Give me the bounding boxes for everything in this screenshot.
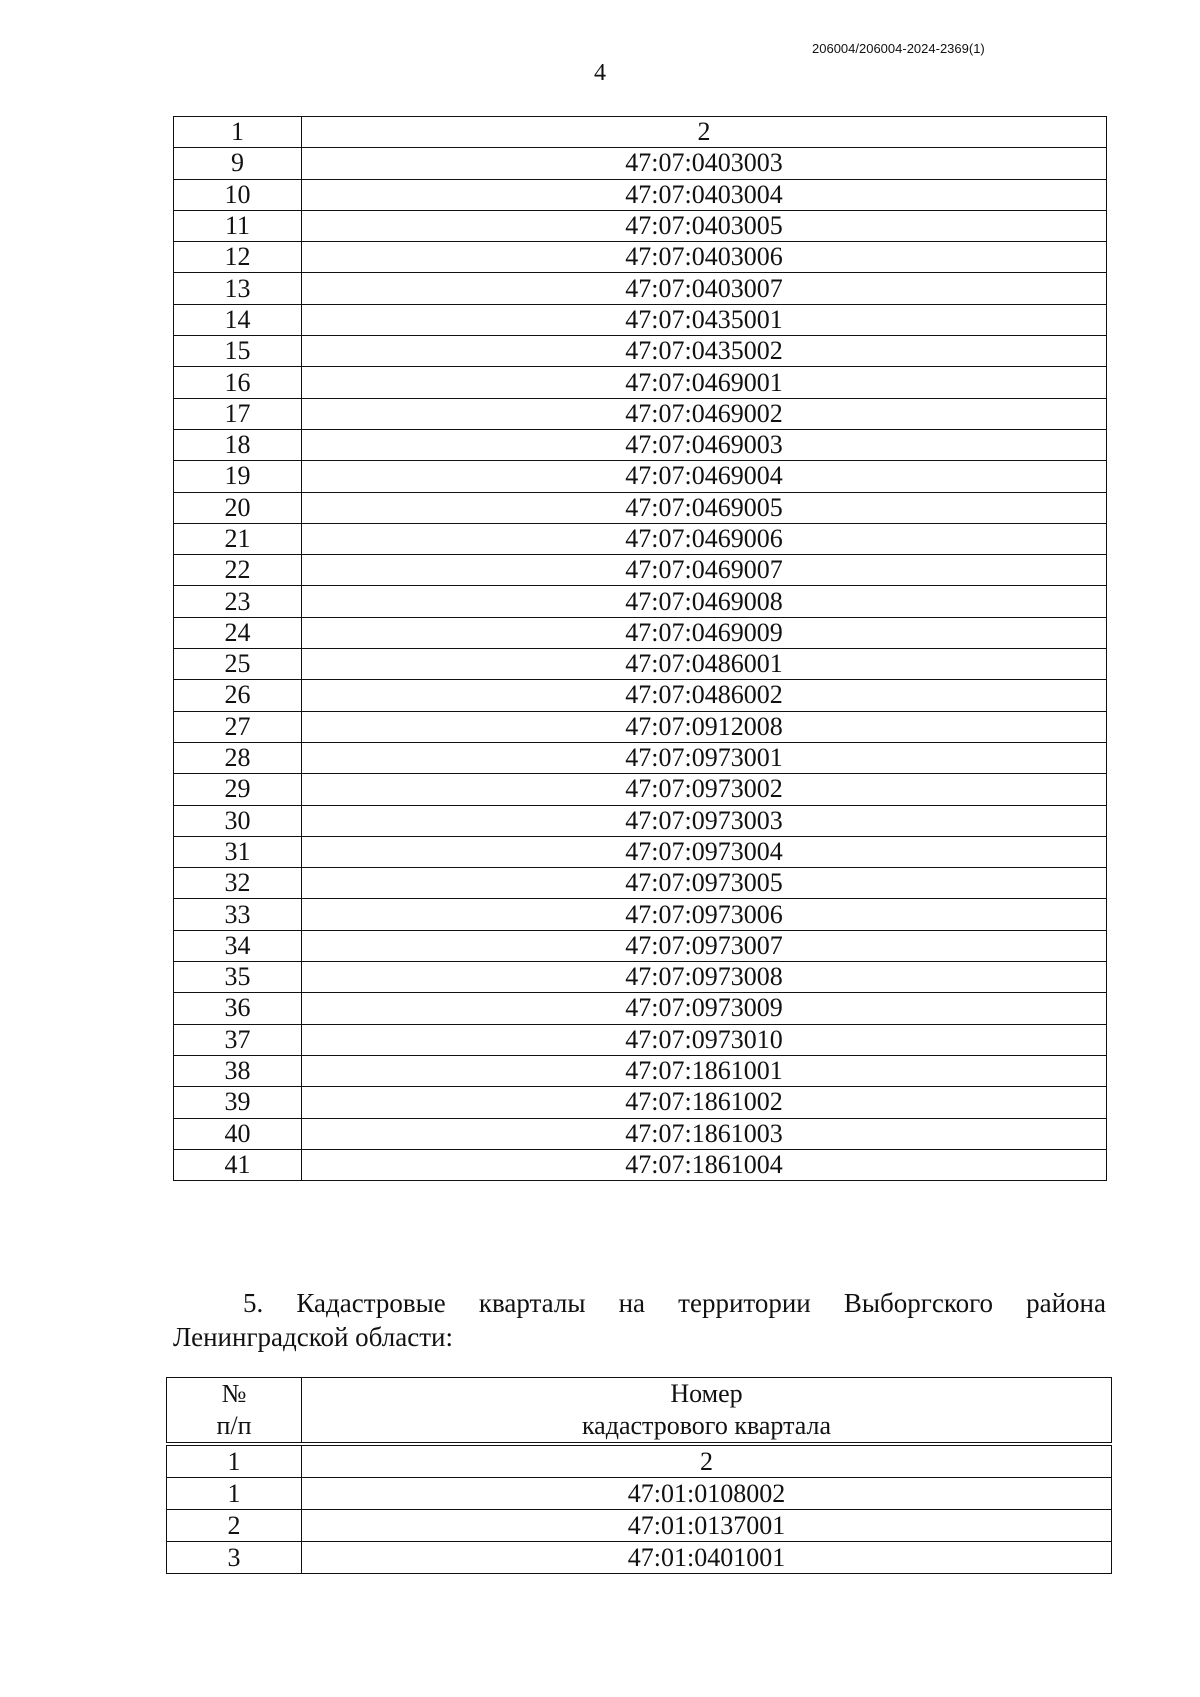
table-row <box>174 148 1107 179</box>
cadastral-number-cell: 47:07:0973009 <box>302 993 1107 1024</box>
table-row <box>174 680 1107 711</box>
table-row <box>174 962 1107 993</box>
row-number-cell: 31 <box>174 836 302 867</box>
row-number-cell: 35 <box>174 962 302 993</box>
column-number-cell: 1 <box>167 1446 302 1478</box>
row-number-cell: 22 <box>174 555 302 586</box>
column-number-cell: 2 <box>302 117 1107 148</box>
page-number: 4 <box>594 60 606 86</box>
row-number-cell: 12 <box>174 242 302 273</box>
section-5-text: 5. Кадастровые кварталы на территории Выборгского района Ленинградской области: <box>173 1288 1106 1352</box>
table-row <box>174 367 1107 398</box>
row-number-cell: 9 <box>174 148 302 179</box>
document-reference-number: 206004/206004-2024-2369(1) <box>812 41 985 56</box>
header-number-abbrev: п/п <box>216 1411 252 1440</box>
table-row <box>174 742 1107 773</box>
cadastral-number-cell: 47:07:0973010 <box>302 1024 1107 1055</box>
row-number-cell: 21 <box>174 523 302 554</box>
table-row <box>167 1510 1112 1542</box>
table-row <box>174 523 1107 554</box>
cadastral-number-cell: 47:07:1861002 <box>302 1087 1107 1118</box>
column-number-cell: 2 <box>302 1446 1112 1478</box>
cadastral-number-cell: 47:07:0912008 <box>302 711 1107 742</box>
row-number-cell: 36 <box>174 993 302 1024</box>
table-row <box>174 1149 1107 1180</box>
cadastral-number-cell: 47:07:0435002 <box>302 336 1107 367</box>
page-number-container <box>0 60 1200 87</box>
table-row <box>174 398 1107 429</box>
row-number-cell: 38 <box>174 1055 302 1086</box>
cadastral-number-cell: 47:07:0403003 <box>302 148 1107 179</box>
table-row <box>174 336 1107 367</box>
cadastral-number-cell: 47:07:0403007 <box>302 273 1107 304</box>
table-row <box>174 868 1107 899</box>
table-row <box>174 836 1107 867</box>
row-number-cell: 40 <box>174 1118 302 1149</box>
cadastral-number-cell: 47:07:0973004 <box>302 836 1107 867</box>
table-row <box>174 774 1107 805</box>
table-row <box>174 649 1107 680</box>
table-row <box>174 711 1107 742</box>
cadastral-number-cell: 47:07:0469008 <box>302 586 1107 617</box>
row-number-cell: 13 <box>174 273 302 304</box>
cadastral-number-cell: 47:07:0469009 <box>302 617 1107 648</box>
cadastral-number-cell: 47:07:0973005 <box>302 868 1107 899</box>
cadastral-number-cell: 47:07:0469001 <box>302 367 1107 398</box>
table-row <box>174 899 1107 930</box>
row-number-cell: 26 <box>174 680 302 711</box>
header-cell-number <box>167 1378 302 1443</box>
table-row <box>174 555 1107 586</box>
row-number-cell: 29 <box>174 774 302 805</box>
vyborg-table-header <box>166 1377 1112 1443</box>
table-body <box>167 1446 1112 1574</box>
row-number-cell: 10 <box>174 179 302 210</box>
table-row <box>174 805 1107 836</box>
cadastral-number-cell: 47:01:0108002 <box>302 1478 1112 1510</box>
row-number-cell: 19 <box>174 461 302 492</box>
row-number-cell: 30 <box>174 805 302 836</box>
row-number-cell: 15 <box>174 336 302 367</box>
table-row <box>174 617 1107 648</box>
cadastral-number-cell: 47:07:0469002 <box>302 398 1107 429</box>
table-row <box>174 993 1107 1024</box>
cadastral-number-cell: 47:07:0403004 <box>302 179 1107 210</box>
cadastral-number-cell: 47:07:0973006 <box>302 899 1107 930</box>
table-row <box>174 242 1107 273</box>
table-row <box>174 586 1107 617</box>
row-number-cell: 32 <box>174 868 302 899</box>
table-row <box>174 210 1107 241</box>
column-number-row <box>167 1446 1112 1478</box>
table-row <box>174 1087 1107 1118</box>
cadastral-number-cell: 47:07:1861003 <box>302 1118 1107 1149</box>
row-number-cell: 34 <box>174 930 302 961</box>
row-number-cell: 25 <box>174 649 302 680</box>
row-number-cell: 27 <box>174 711 302 742</box>
row-number-cell: 33 <box>174 899 302 930</box>
row-number-cell: 1 <box>167 1478 302 1510</box>
row-number-cell: 24 <box>174 617 302 648</box>
header-quarter-line2: кадастрового квартала <box>581 1411 832 1440</box>
cadastral-number-cell: 47:01:0137001 <box>302 1510 1112 1542</box>
header-quarter-line1: Номер <box>670 1379 743 1408</box>
table-row <box>174 304 1107 335</box>
row-number-cell: 20 <box>174 492 302 523</box>
row-number-cell: 3 <box>167 1542 302 1574</box>
cadastral-number-cell: 47:07:0435001 <box>302 304 1107 335</box>
table-row <box>174 429 1107 460</box>
header-number-sign: № <box>221 1379 247 1408</box>
table-row <box>174 273 1107 304</box>
row-number-cell: 16 <box>174 367 302 398</box>
cadastral-number-cell: 47:07:0469005 <box>302 492 1107 523</box>
column-number-cell: 1 <box>174 117 302 148</box>
cadastral-number-cell: 47:07:0403005 <box>302 210 1107 241</box>
table-row <box>174 179 1107 210</box>
row-number-cell: 39 <box>174 1087 302 1118</box>
cadastral-number-cell: 47:07:0973007 <box>302 930 1107 961</box>
row-number-cell: 37 <box>174 1024 302 1055</box>
table-row <box>174 461 1107 492</box>
cadastral-number-cell: 47:07:0469006 <box>302 523 1107 554</box>
table-row <box>167 1542 1112 1574</box>
table-row <box>167 1478 1112 1510</box>
row-number-cell: 11 <box>174 210 302 241</box>
cadastral-quarters-table-continued <box>173 116 1107 1181</box>
cadastral-number-cell: 47:07:0973002 <box>302 774 1107 805</box>
cadastral-number-cell: 47:07:0973003 <box>302 805 1107 836</box>
column-number-row <box>174 117 1107 148</box>
table-row <box>174 1118 1107 1149</box>
header-cell-quarter <box>302 1378 1112 1443</box>
cadastral-number-cell: 47:01:0401001 <box>302 1542 1112 1574</box>
header-row <box>167 1378 1112 1443</box>
cadastral-number-cell: 47:07:0486001 <box>302 649 1107 680</box>
cadastral-number-cell: 47:07:0486002 <box>302 680 1107 711</box>
cadastral-number-cell: 47:07:0469003 <box>302 429 1107 460</box>
section-5-heading <box>173 1286 1106 1354</box>
cadastral-number-cell: 47:07:0469007 <box>302 555 1107 586</box>
cadastral-number-cell: 47:07:0973008 <box>302 962 1107 993</box>
cadastral-number-cell: 47:07:1861004 <box>302 1149 1107 1180</box>
table-row <box>174 1055 1107 1086</box>
cadastral-number-cell: 47:07:0973001 <box>302 742 1107 773</box>
row-number-cell: 17 <box>174 398 302 429</box>
row-number-cell: 23 <box>174 586 302 617</box>
cadastral-number-cell: 47:07:0403006 <box>302 242 1107 273</box>
row-number-cell: 18 <box>174 429 302 460</box>
row-number-cell: 41 <box>174 1149 302 1180</box>
table-row <box>174 930 1107 961</box>
row-number-cell: 28 <box>174 742 302 773</box>
cadastral-number-cell: 47:07:0469004 <box>302 461 1107 492</box>
table-row <box>174 1024 1107 1055</box>
vyborg-cadastral-quarters-table <box>166 1445 1112 1574</box>
row-number-cell: 2 <box>167 1510 302 1542</box>
row-number-cell: 14 <box>174 304 302 335</box>
table-row <box>174 492 1107 523</box>
table-body <box>174 117 1107 1181</box>
cadastral-number-cell: 47:07:1861001 <box>302 1055 1107 1086</box>
